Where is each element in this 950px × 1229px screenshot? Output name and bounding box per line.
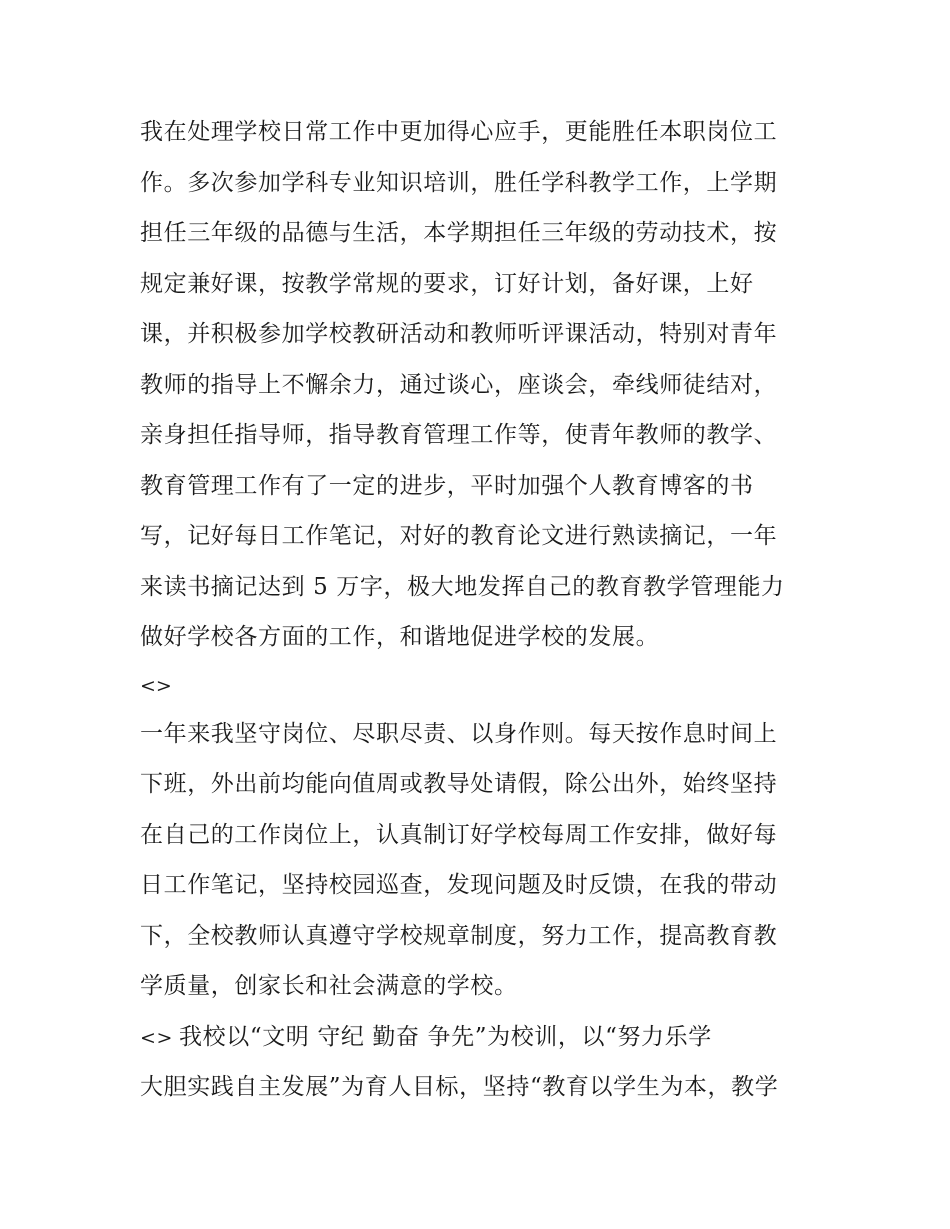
text-line: 学质量，创家长和社会满意的学校。 — [140, 973, 518, 999]
text-line: 教育管理工作有了一定的进步，平时加强个人教育博客的书 — [140, 472, 754, 499]
paragraph-2 — [140, 709, 830, 1012]
text-line: 教师的指导上不懈余力，通过谈心，座谈会，牵线师徒结对， — [140, 371, 778, 398]
text-line: 大胆实践自主发展”为育人目标，坚持“教育以学生为本，教学 — [140, 1074, 779, 1100]
document-body — [140, 107, 830, 1113]
text-line: 我在处理学校日常工作中更加得心应手，更能胜任本职岗位工 — [140, 119, 778, 145]
paragraph-3 — [140, 1012, 830, 1113]
text-line: 日工作笔记，坚持校园巡查，发现问题及时反馈，在我的带动 — [140, 872, 778, 898]
text-line: 下班，外出前均能向值周或教导处请假，除公出外，始终坚持 — [140, 771, 778, 797]
text-line: 规定兼好课，按教学常规的要求，订好计划，备好课，上好 — [140, 270, 754, 297]
text-line: 来读书摘记达到 5 万字，极大地发挥自己的教育教学管理能力 — [140, 573, 785, 600]
text-line: 下，全校教师认真遵守学校规章制度，努力工作，提高教育教 — [140, 922, 778, 949]
text-line-content: 我校以“文明 守纪 勤奋 争先”为校训，以“努力乐学 — [179, 1023, 712, 1050]
text-line: 在自己的工作岗位上，认真制订好学校每周工作安排，做好每 — [140, 821, 778, 848]
text-line — [140, 1012, 830, 1063]
text-line: 一年来我坚守岗位、尽职尽责、以身作则。每天按作息时间上 — [140, 720, 778, 747]
text-line: 亲身担任指导师，指导教育管理工作等，使青年教师的教学、 — [140, 422, 778, 448]
text-line: 课，并积极参加学校教研活动和教师听评课活动，特别对青年 — [140, 321, 778, 347]
section-marker: <> — [140, 1026, 174, 1049]
text-line: 作。多次参加学科专业知识培训，胜任学科教学工作，上学期 — [140, 169, 778, 196]
section-marker: <> — [140, 674, 172, 697]
text-line: 写，记好每日工作笔记，对好的教育论文进行熟读摘记，一年 — [140, 523, 778, 549]
paragraph-1 — [140, 107, 830, 663]
text-line: 做好学校各方面的工作，和谐地促进学校的发展。 — [140, 624, 660, 650]
text-line: 担任三年级的品德与生活，本学期担任三年级的劳动技术，按 — [140, 220, 778, 246]
